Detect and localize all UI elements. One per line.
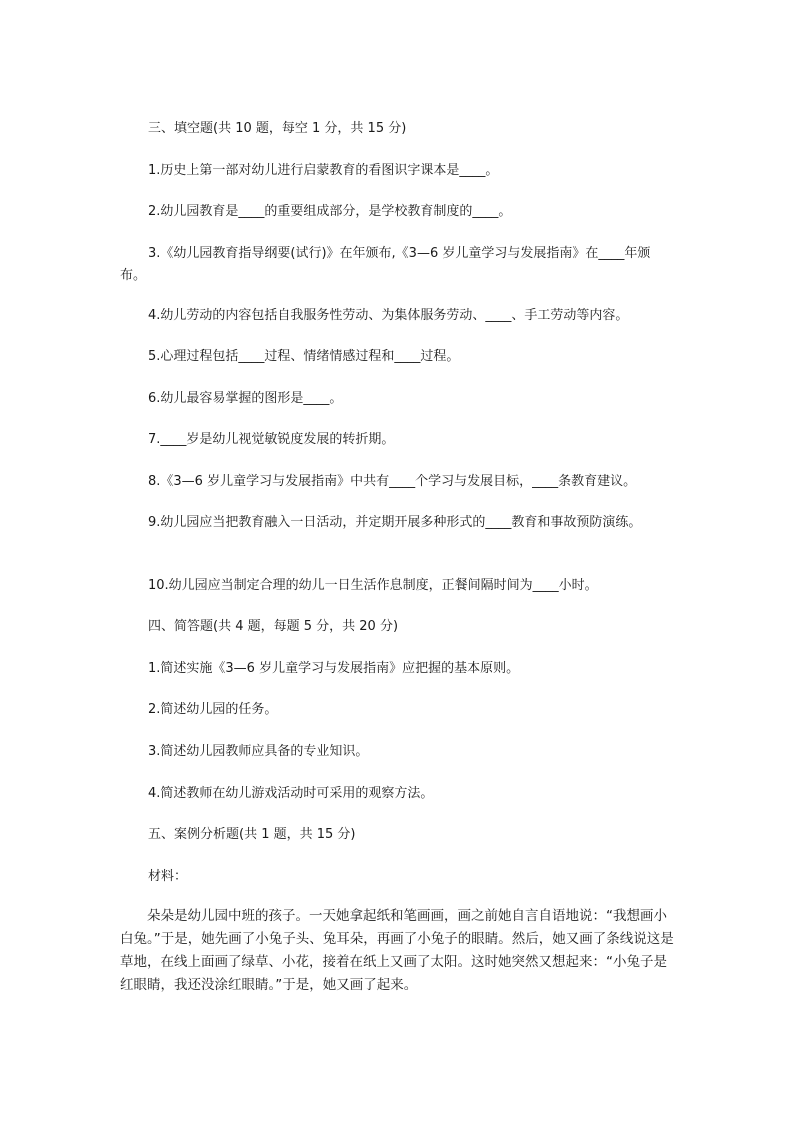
question-item: 3.简述幼儿园教师应具备的专业知识。	[148, 744, 369, 759]
material-label: 材料：	[148, 869, 188, 884]
section-heading-short-answer: 四、简答题(共 4 题，每题 5 分，共 20 分)	[148, 619, 399, 634]
question-item: 5.心理过程包括____过程、情绪情感过程和____过程。	[148, 349, 460, 364]
section-heading-fill-in: 三、填空题(共 10 题，每空 1 分，共 15 分)	[148, 121, 407, 136]
question-item: 7.____岁是幼儿视觉敏锐度发展的转折期。	[148, 432, 395, 447]
question-item: 6.幼儿最容易掌握的图形是____。	[148, 391, 343, 406]
question-item: 9.幼儿园应当把教育融入一日活动，并定期开展多种形式的____教育和事故预防演练。	[148, 515, 642, 530]
material-paragraph: 朵朵是幼儿园中班的孩子。一天她拿起纸和笔画画，画之前她自言自语地说：“我想画小白兔。”于是，她先画了小兔子头、兔耳朵，再画了小兔子的眼睛。然后，她又画了条线说这是草地，在线上面画了绿草、小花，接着在纸上又画了太阳。这时她突然又想起来：“小兔子是红眼睛，我还没涂红眼睛。”于是，她又画了起来。	[120, 908, 674, 993]
question-item: 4.简述教师在幼儿游戏活动时可采用的观察方法。	[148, 786, 434, 801]
question-item: 2.简述幼儿园的任务。	[148, 702, 278, 717]
question-item: 8.《3—6 岁儿童学习与发展指南》中共有____个学习与发展目标，____条教育建议。	[148, 474, 637, 489]
section-heading-case-analysis: 五、案例分析题(共 1 题，共 15 分)	[148, 827, 356, 842]
question-item: 1.简述实施《3—6 岁儿童学习与发展指南》应把握的基本原则。	[148, 661, 520, 676]
question-item: 1.历史上第一部对幼儿进行启蒙教育的看图识字课本是____。	[148, 163, 499, 178]
question-item: 2.幼儿园教育是____的重要组成部分，是学校教育制度的____。	[148, 204, 512, 219]
question-item: 4.幼儿劳动的内容包括自我服务性劳动、为集体服务劳动、____、手工劳动等内容。	[148, 308, 629, 323]
question-item: 3.《幼儿园教育指导纲要(试行)》在年颁布,《3—6 岁儿童学习与发展指南》在____年颁布。	[120, 246, 651, 283]
question-item: 10.幼儿园应当制定合理的幼儿一日生活作息制度，正餐间隔时间为____小时。	[148, 578, 598, 593]
